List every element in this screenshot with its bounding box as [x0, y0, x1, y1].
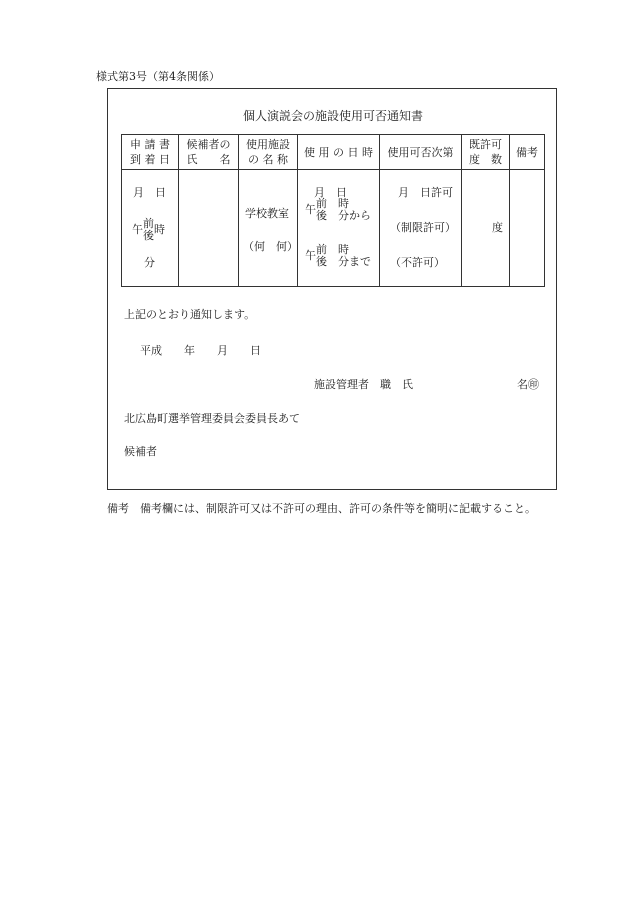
- candidate-label: 候補者: [124, 445, 157, 458]
- notify-statement: 上記のとおり通知します。: [124, 308, 256, 321]
- header-application-date: 申 請 書 到 着 日: [122, 135, 179, 170]
- manager-name-seal: 名㊞: [517, 378, 539, 391]
- header-usage-status: 使用可否次第: [380, 135, 462, 170]
- cell-arrival-date: 月 日 午前 後時 分: [122, 170, 179, 287]
- header-remarks: 備考: [510, 135, 545, 170]
- header-candidate-name: 候補者の 氏 名: [179, 135, 239, 170]
- document-title: 個人演説会の施設使用可否通知書: [242, 109, 423, 123]
- facility-manager-line: 施設管理者 職 氏: [314, 378, 413, 391]
- addressee: 北広島町選挙管理委員会委員長あて: [124, 412, 300, 425]
- header-facility-name: 使用施設 の 名 称: [239, 135, 298, 170]
- header-usage-datetime: 使 用 の 日 時: [298, 135, 380, 170]
- table-row: [122, 170, 545, 287]
- cell-remarks: [510, 170, 545, 287]
- form-number-label: 様式第3号（第4条関係）: [96, 70, 220, 83]
- cell-candidate-name: [179, 170, 239, 287]
- cell-usage-status: 月 日許可 （制限許可） （不許可）: [380, 170, 462, 287]
- notice-form-frame: [107, 88, 557, 490]
- cell-prior-permissions: 度: [462, 170, 510, 287]
- cell-facility-name: 学校教室 （何 何）: [239, 170, 298, 287]
- usage-table: [121, 134, 545, 287]
- remarks-footnote: 備考 備考欄には、制限許可又は不許可の理由、許可の条件等を簡明に記載すること。: [107, 502, 536, 515]
- table-header-row: [122, 135, 545, 170]
- header-prior-permissions: 既許可 度 数: [462, 135, 510, 170]
- cell-usage-datetime: 月 日 午前 時 後 分から 午前 時 後 分まで: [298, 170, 380, 287]
- issue-date: 平成 年 月 日: [140, 344, 261, 357]
